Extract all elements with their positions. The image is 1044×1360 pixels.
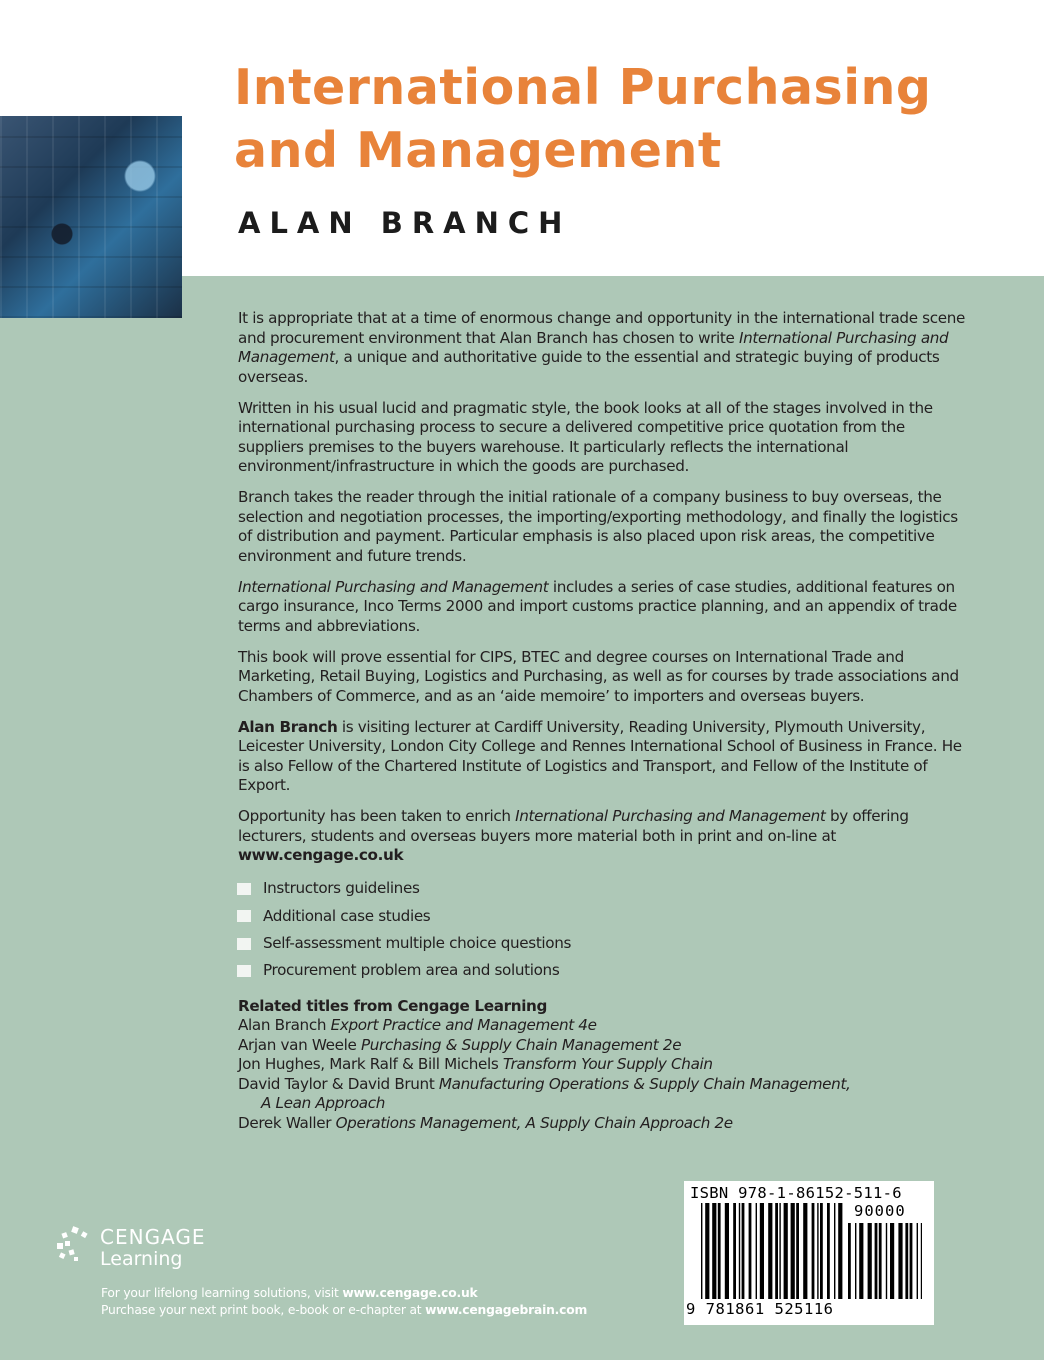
- barcode-bar: [791, 1203, 795, 1299]
- related-heading: Related titles from Cengage Learning: [238, 996, 548, 1015]
- addon-barcode-bars: [848, 1223, 922, 1299]
- barcode-bar: [859, 1223, 863, 1299]
- list-item: Procurement problem area and solutions: [238, 957, 968, 984]
- cengagebrain-link[interactable]: www.cengagebrain.com: [425, 1302, 588, 1317]
- barcode: [684, 1181, 934, 1325]
- square-bullet-icon: [237, 910, 251, 922]
- barcode-bar: [898, 1223, 902, 1299]
- book-title-line2: and Management: [234, 122, 722, 179]
- ean-digits: 9 781861 525116: [686, 1300, 834, 1318]
- book-title-line1: International Purchasing: [234, 59, 932, 116]
- barcode-bar: [879, 1223, 882, 1299]
- list-item: Additional case studies: [238, 903, 968, 930]
- barcode-bar: [827, 1203, 830, 1299]
- cengage-mark-icon: [56, 1226, 94, 1264]
- related-item: Alan Branch Export Practice and Management 4e: [238, 1016, 597, 1035]
- barcode-bar: [705, 1203, 709, 1299]
- list-item: Instructors guidelines: [238, 876, 968, 903]
- barcode-bar: [803, 1203, 807, 1299]
- cengage-logo: [56, 1224, 226, 1274]
- related-item: Derek Waller Operations Management, A Supply Chain Approach 2e: [238, 1113, 733, 1132]
- blurb-paragraph-2: Written in his usual lucid and pragmatic style, the book looks at all of the stages involved in the international purchasing process to secure a delivered competitive price quotation from the suppliers premises to the buyers warehouse. It particularly reflects the international environment/infrastructure in which the goods are purchased.: [238, 398, 933, 475]
- blurb: [238, 309, 968, 1133]
- author-name: ALAN BRANCH: [238, 206, 572, 240]
- footer-line-1: For your lifelong learning solutions, visit www.cengage.co.uk: [101, 1286, 478, 1300]
- barcode-bar: [768, 1203, 772, 1299]
- barcode-bar: [739, 1203, 740, 1299]
- barcode-bar: [742, 1203, 745, 1299]
- barcode-bar: [834, 1203, 835, 1299]
- barcode-bar: [817, 1203, 818, 1299]
- related-item: Jon Hughes, Mark Ralf & Bill Michels Transform Your Supply Chain: [238, 1055, 713, 1074]
- barcode-bar: [701, 1203, 702, 1299]
- author-bio: Alan Branch is visiting lecturer at Cardiff University, Reading University, Plymouth University, Leicester University, London City College and Rennes International School of Business in France. He is also Fellow of the Chartered Institute of Logistics and Transport, and Fellow of the Institute of Export.: [238, 717, 962, 794]
- barcode-bar: [718, 1203, 721, 1299]
- barcode-bar: [910, 1223, 913, 1299]
- square-bullet-icon: [237, 938, 251, 950]
- cengage-link[interactable]: www.cengage.co.uk: [342, 1286, 478, 1300]
- barcode-bar: [784, 1203, 788, 1299]
- barcode-bar: [917, 1223, 918, 1299]
- barcode-bar: [760, 1203, 764, 1299]
- barcode-bar: [712, 1203, 716, 1299]
- barcode-bar: [838, 1203, 842, 1299]
- barcode-bar: [796, 1203, 799, 1299]
- publisher-footer: [101, 1285, 621, 1318]
- blurb-paragraph-1: It is appropriate that at a time of enormous change and opportunity in the international trade scene and procurement environment that Alan Branch has chosen to write International Purchasing and Management, a unique and authoritative guide to the essential and strategic buying of products overseas.: [238, 309, 965, 386]
- cover-photo: [0, 116, 182, 318]
- barcode-bar: [890, 1223, 894, 1299]
- blurb-paragraph-4: International Purchasing and Management includes a series of case studies, additional features on cargo insurance, Inco Terms 2000 and import customs practice planning, and an appendix of trade terms and abbreviations.: [238, 577, 957, 635]
- barcode-bar: [733, 1203, 736, 1299]
- related-item: Arjan van Weele Purchasing & Supply Chain Management 2e: [238, 1035, 682, 1054]
- price-code: 90000: [854, 1202, 906, 1220]
- barcode-bar: [725, 1203, 729, 1299]
- barcode-bar: [905, 1223, 908, 1299]
- related-item: David Taylor & David Brunt Manufacturing Operations & Supply Chain Management,: [238, 1074, 851, 1093]
- square-bullet-icon: [237, 883, 251, 895]
- barcode-bar: [921, 1223, 922, 1299]
- ean-barcode-bars: [701, 1203, 843, 1299]
- blurb-paragraph-5: This book will prove essential for CIPS, BTEC and degree courses on International Trade and Marketing, Retail Buying, Logistics and Purchasing, as well as for courses by trade associations and Chambers of Commerce, and as an ‘aide memoire’ to importers and overseas buyers.: [238, 647, 959, 705]
- footer-line-2: Purchase your next print book, e-book or e-chapter at www.cengagebrain.com: [101, 1302, 588, 1317]
- book-title: [234, 56, 931, 182]
- barcode-bar: [812, 1203, 815, 1299]
- barcode-bar: [820, 1203, 823, 1299]
- logo-subtitle: Learning: [100, 1248, 183, 1270]
- barcode-bar: [756, 1203, 757, 1299]
- logo-name: CENGAGE: [100, 1225, 206, 1249]
- barcode-bar: [868, 1223, 872, 1299]
- barcode-bar: [775, 1203, 778, 1299]
- features-list: [238, 876, 968, 985]
- square-bullet-icon: [237, 965, 251, 977]
- barcode-bar: [875, 1223, 878, 1299]
- barcode-bar: [779, 1203, 780, 1299]
- related-item-continuation: A Lean Approach: [261, 1094, 386, 1113]
- barcode-bar: [855, 1223, 856, 1299]
- barcode-bar: [886, 1223, 887, 1299]
- list-item: Self-assessment multiple choice questions: [238, 930, 968, 957]
- blurb-paragraph-3: Branch takes the reader through the initial rationale of a company business to buy overseas, the selection and negotiation processes, the importing/exporting methodology, and finally the logistics of distribution and payment. Particular emphasis is also placed upon risk areas, the competitive environment and future trends.: [238, 488, 958, 565]
- related-titles: [238, 997, 968, 1134]
- blurb-paragraph-7: Opportunity has been taken to enrich International Purchasing and Management by offering lecturers, students and overseas buyers more material both in print and on-line at www.cengage.co.uk: [238, 807, 909, 864]
- isbn-label: ISBN 978-1-86152-511-6: [690, 1184, 902, 1202]
- barcode-bar: [749, 1203, 752, 1299]
- website-link[interactable]: www.cengage.co.uk: [238, 846, 404, 864]
- barcode-bar: [848, 1223, 851, 1299]
